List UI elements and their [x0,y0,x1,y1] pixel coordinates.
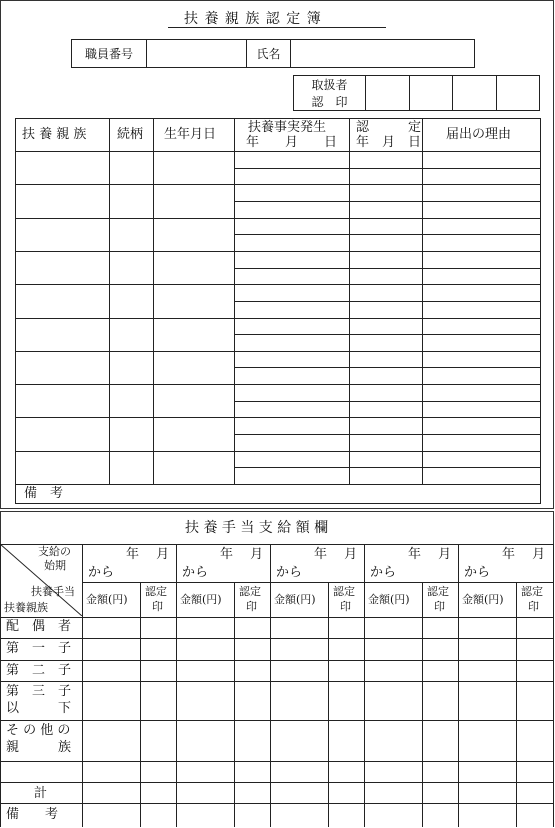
corner-period-label: 始期 [44,559,66,572]
dependent-subrow-divider [234,434,540,435]
allowance-row-line [0,681,554,682]
period-column-line [82,544,83,827]
dependents-table [15,118,541,504]
approval-header: 認定 [521,585,543,598]
dependent-row-divider [15,251,540,252]
seal-header: 印 [528,600,539,613]
dependent-subrow-divider [234,268,540,269]
header-relation: 続柄 [117,127,144,142]
subheader-line [82,582,554,583]
header-birthdate: 生年月日 [164,127,217,142]
header-fact-date: 扶養事実発生 [248,120,327,135]
period-column-line [458,544,459,827]
amount-header: 金額(円) [274,593,316,606]
period-year-month-label: 年 月 [314,547,358,562]
dependent-row-divider [15,384,540,385]
remarks-label: 備 考 [24,486,64,501]
employee-info-table [71,39,475,68]
row-child1: 第 一 子 [6,641,72,656]
row-child3-below: 以 下 [6,701,72,716]
row-child2: 第 二 子 [6,663,72,678]
title-underline [168,27,386,28]
period-year-month-label: 年 月 [220,547,264,562]
employee-no-field[interactable] [147,40,247,68]
seal-column-line [234,582,235,827]
period-from-label: から [182,565,209,580]
header-approval: 認 定 [356,120,422,135]
dependent-row-divider [15,318,540,319]
seal-box[interactable] [366,76,410,111]
allowance-title: 扶 養 手 当 支 給 額 欄 [185,520,329,536]
dependent-row-divider [15,184,540,185]
period-column-line [176,544,177,827]
header-dependent: 扶 養 親 族 [22,127,87,142]
dependent-subrow-divider [234,334,540,335]
row-total: 計 [34,786,48,801]
seal-column-line [328,582,329,827]
seal-column-line [516,582,517,827]
period-from-label: から [88,565,115,580]
row-spouse: 配 偶 者 [6,619,72,634]
seal-header: 印 [246,600,257,613]
allowance-row-line [0,720,554,721]
seal-header: 印 [340,600,351,613]
seal-box[interactable] [453,76,497,111]
seal-header: 印 [434,600,445,613]
name-label: 氏名 [256,47,281,61]
dependent-subrow-divider [234,467,540,468]
handler-seal-table [293,75,540,111]
seal-box[interactable] [409,76,453,111]
seal-box[interactable] [496,76,540,111]
dependent-subrow-divider [234,401,540,402]
form-title: 扶 養 親 族 認 定 簿 [184,11,322,27]
header-fact-date-ymd: 年 月 日 [246,135,338,150]
row-child3: 第 三 子 [6,684,72,699]
period-from-label: から [464,565,491,580]
allowance-row-line [0,803,554,804]
dependent-subrow-divider [234,234,540,235]
seal-header: 印 [152,600,163,613]
approval-header: 認定 [333,585,355,598]
dependent-row-divider [15,218,540,219]
approval-header: 認定 [145,585,167,598]
allowance-row-line [0,617,554,618]
dependent-subrow-divider [234,367,540,368]
amount-header: 金額(円) [180,593,222,606]
corner-allowance-label: 扶養手当 [31,585,75,598]
allowance-row-line [0,638,554,639]
seal-column-line [140,582,141,827]
approval-header: 認定 [427,585,449,598]
seal-label: 認 印 [311,95,348,109]
approval-header: 認定 [239,585,261,598]
amount-header: 金額(円) [462,593,504,606]
header-reason: 届出の理由 [446,127,512,142]
dependent-subrow-divider [234,201,540,202]
dependent-row-divider [15,417,540,418]
corner-dependents-label: 扶養親族 [4,601,48,614]
name-field[interactable] [291,40,475,68]
period-year-month-label: 年 月 [408,547,452,562]
dependent-row-divider [15,284,540,285]
handler-label: 取扱者 [311,78,348,92]
amount-header: 金額(円) [86,593,128,606]
grid-left-edge [0,544,1,827]
period-from-label: から [370,565,397,580]
corner-start-label: 支給の [38,545,71,558]
employee-no-label: 職員番号 [84,47,133,61]
seal-column-line [422,582,423,827]
dependent-row-divider [15,451,540,452]
row-other: そ の 他 の [6,723,71,738]
dependent-row-divider [15,351,540,352]
period-from-label: から [276,565,303,580]
period-column-line [364,544,365,827]
row-remarks: 備 考 [6,807,59,822]
dependent-subrow-divider [234,301,540,302]
amount-header: 金額(円) [368,593,410,606]
period-year-month-label: 年 月 [126,547,170,562]
allowance-table [0,544,554,828]
row-other-relatives: 親 族 [6,740,72,755]
allowance-row-line [0,782,554,783]
period-column-line [270,544,271,827]
allowance-row-line [0,660,554,661]
grid-right-edge [553,544,554,827]
dependent-subrow-divider [234,168,540,169]
allowance-row-line [0,761,554,762]
header-approval-ymd: 年 月 日 [356,135,422,150]
period-year-month-label: 年 月 [502,547,546,562]
